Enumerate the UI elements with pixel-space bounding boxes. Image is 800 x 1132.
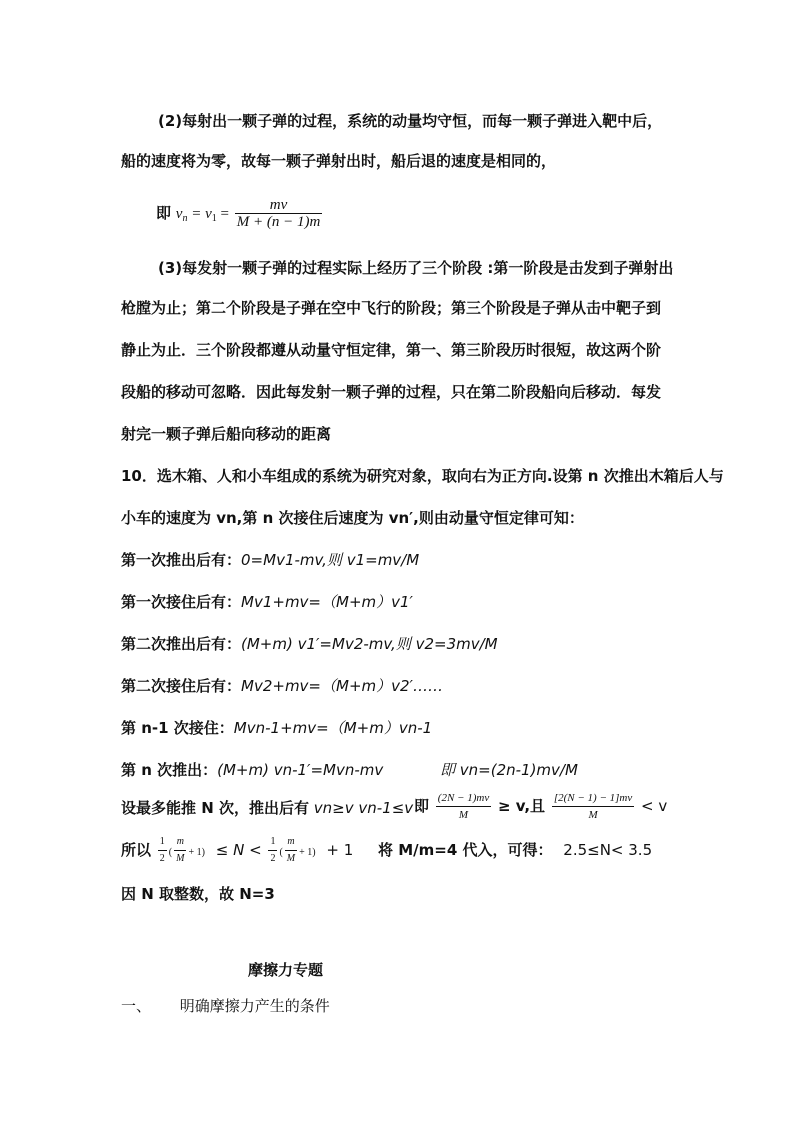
paren-open-b: ( <box>279 847 283 858</box>
ratio-b-num: m <box>285 834 297 851</box>
row-max-n-label: 设最多能推 N 次，推出后有 <box>121 799 309 817</box>
row-first-catch-label: 第一次接住后有： <box>121 593 242 611</box>
row-max-n-cond: vn≥v vn-1≤v <box>313 799 414 817</box>
half-a-den: 2 <box>159 853 165 864</box>
ineq-fraction-1 <box>436 790 491 823</box>
ratio-a-num: m <box>174 834 186 851</box>
section-title: 摩擦力专题 <box>248 961 324 979</box>
row-n-push-result-text: 即 vn=(2n-1)mv/M <box>440 761 578 779</box>
row-max-n-ji: 即 <box>414 797 430 815</box>
ratio-fraction-b <box>285 834 297 867</box>
row-n-push-label: 第 n 次推出： <box>121 761 218 779</box>
le-n-lt: ≤ N < <box>215 841 262 859</box>
row-n-push-expr: (M+m) vn-1′=Mvn-mv <box>217 761 384 779</box>
row-first-catch-expr: Mv1+mv=（M+m）v1′ <box>241 593 413 611</box>
plus-one: + 1 <box>326 841 354 859</box>
row-second-catch-label: 第二次接住后有： <box>121 677 242 695</box>
substitution <box>378 840 652 860</box>
p3-line2: 小车的速度为 vn,第 n 次接住后速度为 vn′,则由动量守恒定律可知： <box>121 509 584 527</box>
eq-sub-n: n <box>182 213 188 224</box>
eq-denominator: M + (n − 1)m <box>236 214 321 230</box>
paren-open-a: ( <box>168 847 173 858</box>
row-first-push-label: 第一次推出后有： <box>121 551 242 569</box>
row-second-push <box>121 634 498 654</box>
p3-line1: 10．选木箱、人和小车组成的系统为研究对象，取向右为正方向.设第 n 次推出木箱后人与 <box>121 467 724 485</box>
ineq-fraction-2 <box>552 790 634 823</box>
section-item-text: 明确摩擦力产生的条件 <box>179 997 330 1015</box>
ineq-lt: < v <box>641 797 668 815</box>
substitution-range: 2.5≤N< 3.5 <box>563 841 653 859</box>
section-item <box>121 996 330 1016</box>
ineq-fraction-1-den: M <box>458 809 469 821</box>
eq-eq: = <box>216 206 233 222</box>
p2-line4: 段船的移动可忽略．因此每发射一颗子弹的过程，只在第二阶段船向后移动．每发 <box>121 383 662 401</box>
row-max-n <box>121 798 413 818</box>
eq-numerator: mv <box>235 197 323 214</box>
row-second-push-expr: (M+m) v1′=Mv2-mv,则 v2=3mv/M <box>241 635 498 653</box>
ineq-fraction-1-num: (2N − 1)mv <box>436 790 491 807</box>
half-fraction-a <box>158 834 167 867</box>
eq-fraction <box>235 197 323 230</box>
row-therefore <box>121 834 353 867</box>
substitution-text: 将 M/m=4 代入，可得： <box>378 841 553 859</box>
paren-close-a: + 1) <box>188 847 205 858</box>
p2-line2: 枪膛为止；第二个阶段是子弹在空中飞行的阶段；第三个阶段是子弹从击中靶子到 <box>121 299 662 317</box>
row-max-n-inequalities <box>414 790 667 823</box>
row-first-catch <box>121 592 413 612</box>
row-second-push-label: 第二次推出后有： <box>121 635 242 653</box>
ratio-fraction-a <box>174 834 186 867</box>
p2-line3: 静止为止．三个阶段都遵从动量守恒定律，第一、第三阶段历时很短，故这两个阶 <box>121 341 662 359</box>
row-n-push <box>121 760 383 780</box>
p2-line5: 射完一颗子弹后船向移动的距离 <box>121 425 332 443</box>
half-fraction-b <box>268 834 277 867</box>
p1-line2: 船的速度将为零，故每一颗子弹射出时，船后退的速度是相同的， <box>121 152 557 170</box>
ratio-a-den: M <box>176 853 185 864</box>
row-second-catch <box>121 676 443 696</box>
equation-v-n <box>156 197 324 230</box>
ineq-ge: ≥ v,且 <box>498 797 546 815</box>
half-b-den: 2 <box>270 853 276 864</box>
eq-sub-1: 1 <box>211 213 217 224</box>
row-second-catch-expr: Mv2+mv=（M+m）v2′…… <box>241 677 443 695</box>
eq-lhs: v <box>175 206 183 222</box>
ratio-b-den: M <box>286 853 296 864</box>
eq-mid: = v <box>187 206 212 222</box>
section-item-number: 一、 <box>121 997 152 1015</box>
half-b-num: 1 <box>268 834 277 851</box>
row-n-push-result <box>440 760 578 780</box>
row-n-1-catch-expr: Mvn-1+mv=（M+m）vn-1 <box>233 719 433 737</box>
row-n-1-catch-label: 第 n-1 次接住： <box>121 719 234 737</box>
row-therefore-label: 所以 <box>121 841 152 859</box>
ineq-fraction-2-den: M <box>588 809 598 821</box>
p1-line1: (2)每射出一颗子弹的过程，系统的动量均守恒，而每一颗子弹进入靶中后， <box>158 112 663 130</box>
ineq-fraction-2-num: [2(N − 1) − 1]mv <box>552 790 634 807</box>
row-n-1-catch <box>121 718 432 738</box>
eq-prefix: 即 <box>156 204 172 222</box>
p2-line1: (3)每发射一颗子弹的过程实际上经历了三个阶段 :第一阶段是击发到子弹射出 <box>158 259 674 277</box>
paren-close-b: + 1) <box>299 847 316 858</box>
row-first-push <box>121 550 419 570</box>
half-a-num: 1 <box>158 834 167 851</box>
row-first-push-expr: 0=Mv1-mv,则 v1=mv/M <box>241 551 420 569</box>
conclusion: 因 N 取整数，故 N=3 <box>121 885 275 903</box>
